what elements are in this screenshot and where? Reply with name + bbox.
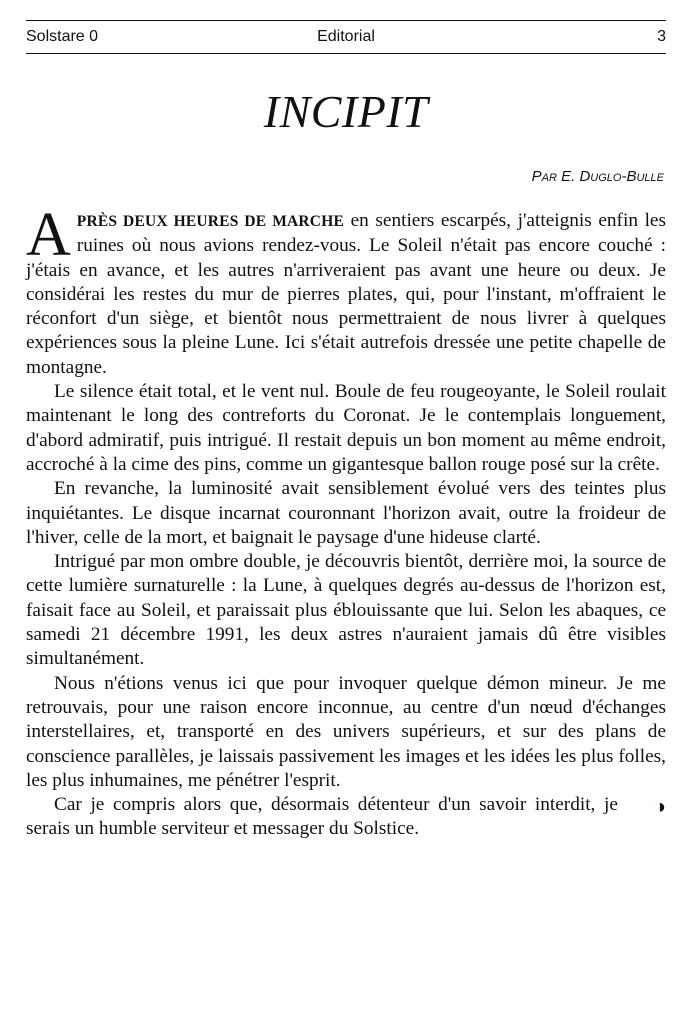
article-byline: Par E. Duglo-Bulle [531,168,664,185]
article-title: INCIPIT [263,86,429,137]
paragraph-4: Intrigué par mon ombre double, je découvris bientôt, derrière moi, la source de cette lumière surnaturelle : la Lune, à quelques degrés au-dessus de l'horizon est, faisait face au Soleil, et paraissait plus éblouissante que lui. Selon les abaques, ce samedi 21 décembre 1991, les deux astres n'auraient jamais dû être visibles simultanément. [26,551,666,670]
header-publication: Solstare 0 [26,28,99,45]
end-mark-icon: ◑ [653,796,666,819]
paragraph-6-text: Car je compris alors que, désormais détenteur d'un savoir interdit, je serais un humble serviteur et messager du Solstice. [26,794,618,840]
paragraph-1-text: en sentiers escarpés, j'atteignis enfin les ruines où nous avions rendez-vous. Le Soleil n'était pas encore couché : j'étais en avance, et les autres n'arriveraient pas avant une heure ou deux. Je considérai les restes du mur de pierres plates, qui, pour l'instant, m'offraient le réconfort d'un siège, et bientôt nous permettraient de nous livrer à quelques expériences sous la pleine Lune. Ici s'était autrefois dressée une petite chapelle de montagne. [26,210,666,378]
lead-in: PRÈS DEUX HEURES DE MARCHE [76,213,344,230]
header-page-number: 3 [657,28,666,45]
header-section: Editorial [317,28,375,45]
paragraph-3: En revanche, la luminosité avait sensiblement évolué vers des teintes plus inquiétantes. Le disque incarnat couronnant l'horizon avait, outre la froideur de l'hiver, celle de la mort, et baignait le paysage d'une hideuse clarté. [26,478,666,548]
page [26,0,666,1012]
paragraph-1 [26,201,666,380]
running-header [26,20,666,54]
paragraph-5: Nous n'étions venus ici que pour invoquer quelque démon mineur. Je me retrouvais, pour une raison encore inconnue, au centre d'un nœud d'échanges interstellaires, et, transporté en des univers supérieurs, et sur des plans de conscience parallèles, je laissais passivement les images et les idées les plus folles, les plus inhumaines, me pénétrer l'esprit. [26,672,666,791]
paragraph-6 [26,793,666,842]
drop-cap: A [26,201,71,269]
paragraph-2: Le silence était total, et le vent nul. Boule de feu rougeoyante, le Soleil roulait maintenant le long des contreforts du Coronat. Je le contemplais longuement, d'abord admiratif, puis intrigué. Il restait depuis un bon moment au même endroit, accroché à la cime des pins, comme un gigantesque ballon rouge posé sur la crête. [26,381,666,475]
article-body [26,201,666,842]
